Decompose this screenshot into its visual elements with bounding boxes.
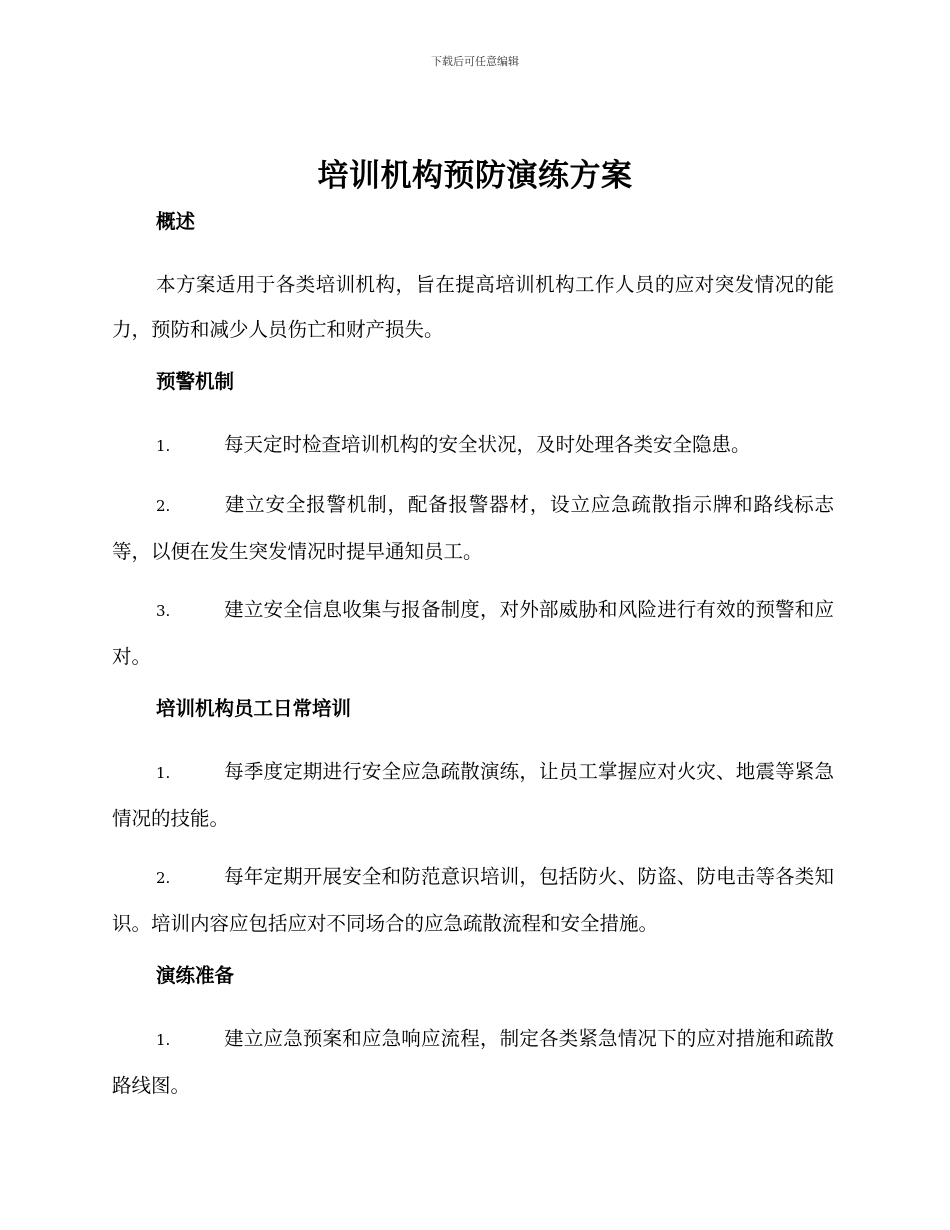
overview-paragraph: 本方案适用于各类培训机构，旨在提高培训机构工作人员的应对突发情况的能力，预防和减少人员伤亡和财产损失。 [112,273,834,341]
section-heading-warning: 预警机制 [156,370,235,393]
list-item [112,854,834,946]
section-heading-overview: 概述 [156,210,196,233]
document-body [112,205,834,1121]
list-number: 1. [156,1031,171,1049]
list-text: 建立安全报警机制，配备报警器材，设立应急疏散指示牌和路线标志等，以便在发生突发情况时提早通知员工。 [112,493,834,563]
section-heading-drill-preparation: 演练准备 [156,964,235,987]
list-text: 每年定期开展安全和防范意识培训，包括防火、防盗、防电击等各类知识。培训内容应包括应对不同场合的应急疏散流程和安全措施。 [112,865,834,935]
list-item [112,482,834,574]
list-number: 2. [156,869,171,887]
list-text: 建立应急预案和应急响应流程，制定各类紧急情况下的应对措施和疏散路线图。 [112,1027,834,1097]
list-item [112,1016,834,1108]
list-number: 1. [156,764,171,782]
list-text: 每季度定期进行安全应急疏散演练，让员工掌握应对火灾、地震等紧急情况的技能。 [112,760,834,830]
list-text: 建立安全信息收集与报备制度，对外部威胁和风险进行有效的预警和应对。 [112,598,834,668]
list-number: 2. [156,497,171,515]
list-number: 3. [156,602,171,620]
list-item [112,422,834,469]
list-item [112,749,834,841]
list-item [112,587,834,679]
list-number: 1. [156,437,171,455]
header-note: 下载后可任意编辑 [431,55,519,68]
document-title: 培训机构预防演练方案 [317,158,633,194]
list-text: 每天定时检查培训机构的安全状况，及时处理各类安全隐患。 [224,433,751,456]
section-heading-staff-training: 培训机构员工日常培训 [156,697,352,720]
